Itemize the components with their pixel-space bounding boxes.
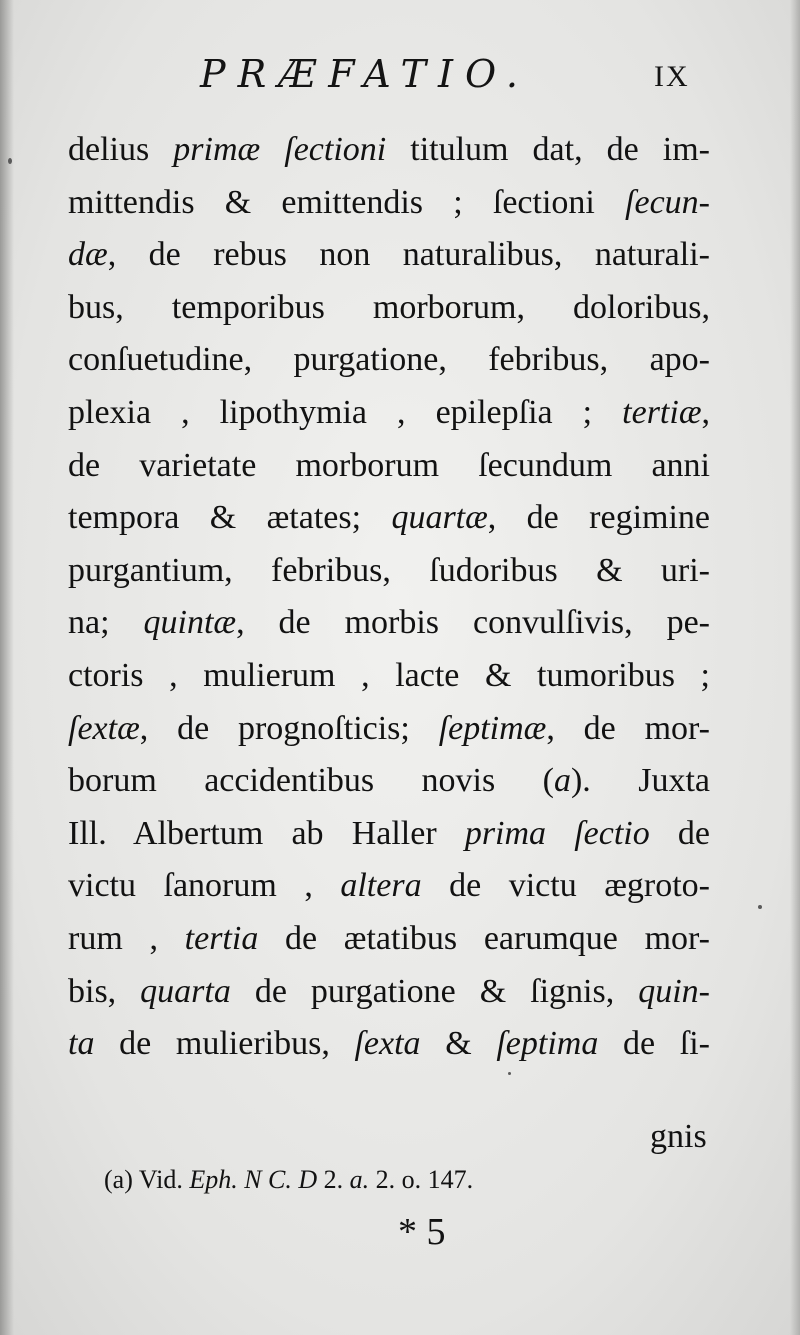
text-segment: , de mor- <box>546 709 710 747</box>
text-line <box>68 338 710 382</box>
text-line <box>68 128 710 172</box>
text-segment: rum , <box>68 920 185 957</box>
text-line <box>68 864 710 908</box>
text-segment: mittendis & emittendis ; ſectioni <box>68 183 626 221</box>
italic-text-segment: ſeptima <box>496 1025 599 1063</box>
text-line <box>68 496 710 540</box>
text-segment: de ætatibus earumque mor- <box>258 920 710 957</box>
italic-text-segment: ta <box>68 1025 95 1063</box>
footnote-segment: 2. <box>317 1165 350 1194</box>
text-line <box>68 970 710 1014</box>
italic-text-segment: ſextæ <box>68 709 140 747</box>
text-segment: titulum dat, de im- <box>386 131 711 168</box>
ink-speck <box>758 905 762 909</box>
footnote-segment: 2. o. 147. <box>369 1165 474 1194</box>
text-segment: de ſi- <box>598 1025 710 1063</box>
italic-text-segment: tertia <box>184 920 259 957</box>
catchword: gnis <box>650 1118 707 1155</box>
italic-text-segment: quarta <box>140 972 231 1010</box>
running-head: PRÆFATIO. <box>200 52 531 96</box>
text-segment: de <box>649 814 710 852</box>
text-segment: ). Juxta <box>570 762 711 800</box>
footnote-segment: a. <box>349 1165 370 1194</box>
text-line <box>68 601 710 645</box>
italic-text-segment: a <box>553 762 571 800</box>
italic-text-segment: ſeptimæ <box>438 709 547 747</box>
text-segment: delius <box>68 131 174 168</box>
text-segment: Ill. Albertum ab Haller <box>68 814 465 852</box>
text-segment: borum accidentibus novis ( <box>68 762 554 800</box>
signature-mark: * 5 <box>398 1211 446 1253</box>
text-segment: , de rebus non naturalibus, naturali- <box>107 236 710 274</box>
page-right-shadow <box>790 0 800 1335</box>
italic-text-segment: ſexta <box>354 1025 421 1063</box>
italic-text-segment: tertiæ <box>622 394 702 431</box>
text-segment: plexia , lipothymia , epilepſia ; <box>68 394 623 431</box>
text-line <box>68 1022 710 1066</box>
text-segment: conſuetudine, purgatione, febribus, apo- <box>68 341 710 379</box>
page-left-shadow <box>0 0 14 1335</box>
footnote-segment: (a) Vid. <box>104 1165 190 1194</box>
italic-text-segment: prima ſectio <box>464 814 650 852</box>
text-segment: purgantium, febribus, ſudoribus & uri- <box>68 551 710 589</box>
text-segment: , de morbis convulſivis, pe- <box>236 604 710 642</box>
text-segment: , de prognoſticis; <box>139 709 439 747</box>
text-segment: tempora & ætates; <box>68 499 392 537</box>
text-line <box>68 654 710 698</box>
text-segment: , de regimine <box>487 499 710 537</box>
ink-speck <box>8 158 12 164</box>
text-line <box>68 549 710 593</box>
text-segment: na; <box>68 604 144 642</box>
text-segment: de varietate morborum ſecundum anni <box>68 446 710 484</box>
text-segment: bus, temporibus morborum, doloribus, <box>68 288 710 326</box>
text-segment: bis, <box>68 972 141 1010</box>
text-segment: , <box>701 394 710 431</box>
italic-text-segment: quintæ <box>143 604 237 642</box>
italic-text-segment: quartæ <box>391 499 488 537</box>
text-segment: de mulieribus, <box>94 1025 355 1063</box>
text-line <box>68 812 710 856</box>
text-line <box>68 917 710 961</box>
page-number: IX <box>654 60 690 93</box>
text-segment: victu ſanorum , <box>68 867 341 905</box>
italic-text-segment: ſecun- <box>625 183 710 221</box>
footnote <box>104 1165 473 1195</box>
italic-text-segment: altera <box>340 867 422 905</box>
italic-text-segment: primæ ſectioni <box>173 131 387 168</box>
italic-text-segment: quin- <box>638 972 710 1010</box>
ink-speck <box>508 1072 511 1075</box>
text-segment: de purgatione & ſignis, <box>230 972 639 1010</box>
text-line <box>68 391 710 435</box>
italic-text-segment: dæ <box>68 236 108 274</box>
text-line <box>68 181 710 225</box>
text-line <box>68 444 710 488</box>
text-segment: de victu ægroto- <box>421 867 710 905</box>
text-line <box>68 233 710 277</box>
text-line <box>68 707 710 751</box>
text-segment: & <box>420 1025 497 1063</box>
footnote-segment: Eph. N C. D <box>189 1165 318 1194</box>
text-line <box>68 759 710 803</box>
text-segment: ctoris , mulierum , lacte & tumoribus ; <box>68 657 710 694</box>
text-line <box>68 286 710 330</box>
